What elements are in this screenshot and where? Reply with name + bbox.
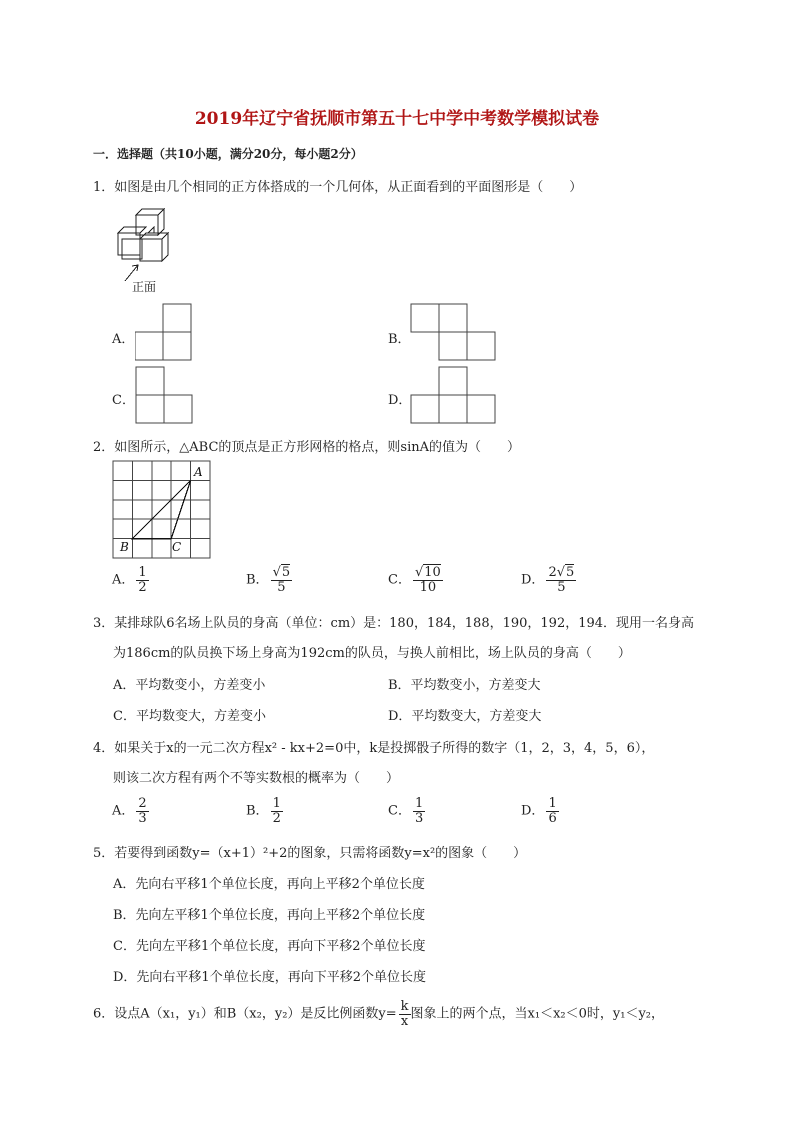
q3-option-b: B．平均数变小，方差变大: [388, 678, 541, 693]
q2-stem: 2．如图所示，△ABC的顶点是正方形网格的格点，则sinA的值为（ ）: [93, 440, 520, 455]
q4-option-b: B． $\frac{1}{2}$: [246, 796, 281, 826]
q2-grid-figure: [112, 460, 214, 562]
q2-point-b: B: [120, 540, 129, 554]
q1-cube-figure: [108, 205, 198, 297]
q5-option-c: C．先向左平移1个单位长度，再向下平移2个单位长度: [113, 939, 426, 954]
q2-point-a: A: [194, 465, 203, 479]
q2-option-c: C． $\frac{√10}{10}$: [388, 565, 441, 595]
q3-option-a: A．平均数变小，方差变小: [113, 678, 266, 693]
q1-option-c-shape: [135, 366, 195, 426]
q5-option-b: B．先向左平移1个单位长度，再向上平移2个单位长度: [113, 908, 426, 923]
q3-option-d: D．平均数变大，方差变大: [388, 709, 542, 724]
section-heading: 一．选择题（共10小题，满分20分，每小题2分）: [93, 147, 363, 161]
q1-option-b-shape: [410, 303, 500, 363]
q1-option-a-label: A．: [112, 332, 135, 347]
q4-stem-line2: 则该二次方程有两个不等实数根的概率为（ ）: [113, 771, 400, 786]
q3-stem-line1: 3．某排球队6名场上队员的身高（单位：cm）是：180，184，188，190，192，194．现用一名身高: [93, 616, 695, 631]
exam-title: 2019年辽宁省抚顺市第五十七中学中考数学模拟试卷: [194, 109, 600, 129]
q1-option-d-shape: [410, 366, 500, 426]
q5-option-a: A．先向右平移1个单位长度，再向上平移2个单位长度: [113, 877, 425, 892]
q4-option-d: D． $\frac{1}{6}$: [521, 796, 557, 826]
q3-option-c: C．平均数变大，方差变小: [113, 709, 266, 724]
q1-front-label: 正面: [132, 280, 157, 294]
q6-stem: 6．设点A（x₁，y₁）和B（x₂，y₂）是反比例函数y= $\frac{k}{x}$ 图象上的两个点，当x₁＜x₂＜0时，y₁＜y₂，: [93, 999, 665, 1029]
q2-option-b: B． $\frac{√5}{5}$: [246, 565, 291, 595]
q3-stem-line2: 为186cm的队员换下场上身高为192cm的队员，与换人前相比，场上队员的身高（ ）: [113, 646, 631, 661]
q2-option-d: D． $\frac{2√5}{5}$: [521, 565, 575, 595]
q4-option-c: C． $\frac{1}{3}$: [388, 796, 424, 826]
q1-option-c-label: C．: [112, 393, 135, 408]
q1-option-d-label: D．: [388, 393, 412, 408]
q5-option-d: D．先向右平移1个单位长度，再向下平移2个单位长度: [113, 970, 426, 985]
q4-stem-line1: 4．如果关于x的一元二次方程x² - kx+2=0中，k是投掷骰子所得的数字（1，2，3，4，5，6），: [93, 741, 655, 756]
q1-option-a-shape: [135, 303, 195, 363]
q1-stem: 1．如图是由几个相同的正方体搭成的一个几何体，从正面看到的平面图形是（ ）: [93, 180, 583, 195]
q1-option-b-label: B．: [388, 332, 411, 347]
q2-option-a: A． $\frac{1}{2}$: [112, 565, 147, 595]
q4-option-a: A． $\frac{2}{3}$: [112, 796, 147, 826]
q2-point-c: C: [172, 540, 182, 554]
q5-stem: 5．若要得到函数y=（x+1）²+2的图象，只需将函数y=x²的图象（ ）: [93, 846, 527, 861]
